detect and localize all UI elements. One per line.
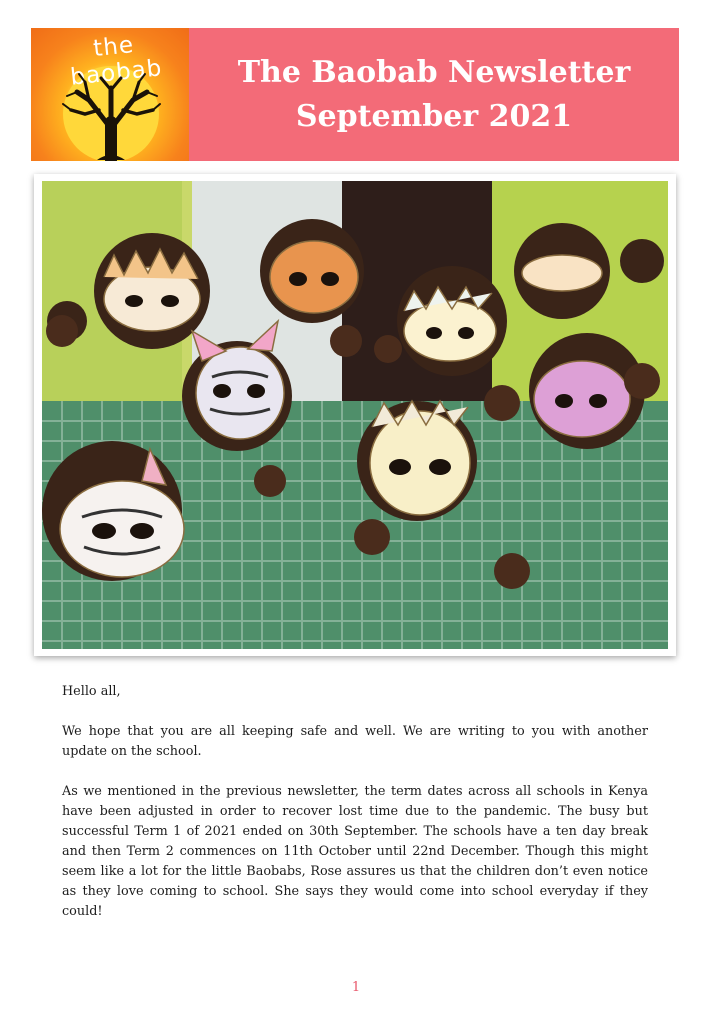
- paragraph-term-dates: As we mentioned in the previous newsletter, the term dates across all schools in Kenya have been adjusted in order to recover lost time due to the pandemic. The busy but successful Term 1 of 2021 ended on 30th September. The schools have a ten day break and then Term 2 commences on 11th October until 22nd December. Though this might seem like a lot for the little Baobabs, Rose assures us that the children don’t even notice as they love coming to school. She says they would come into school everyday if they could!: [62, 784, 648, 919]
- baobab-logo: [31, 28, 189, 161]
- newsletter-date: September 2021: [295, 98, 573, 134]
- paragraph-intro: We hope that you are all keeping safe and well. We are writing to you with another update on the school.: [62, 724, 648, 759]
- photo-illustration: [42, 181, 668, 649]
- greeting: Hello all,: [62, 684, 121, 699]
- page-number: 1: [351, 980, 361, 995]
- newsletter-title-banner: [189, 28, 679, 161]
- photo-frame: [34, 174, 676, 656]
- logo-text: the baobab: [69, 32, 164, 91]
- baobab-tree-icon: [59, 70, 163, 161]
- children-masks-photo: [42, 181, 668, 649]
- newsletter-header: [31, 28, 679, 161]
- newsletter-body: [62, 682, 648, 942]
- newsletter-title: The Baobab Newsletter: [237, 54, 631, 90]
